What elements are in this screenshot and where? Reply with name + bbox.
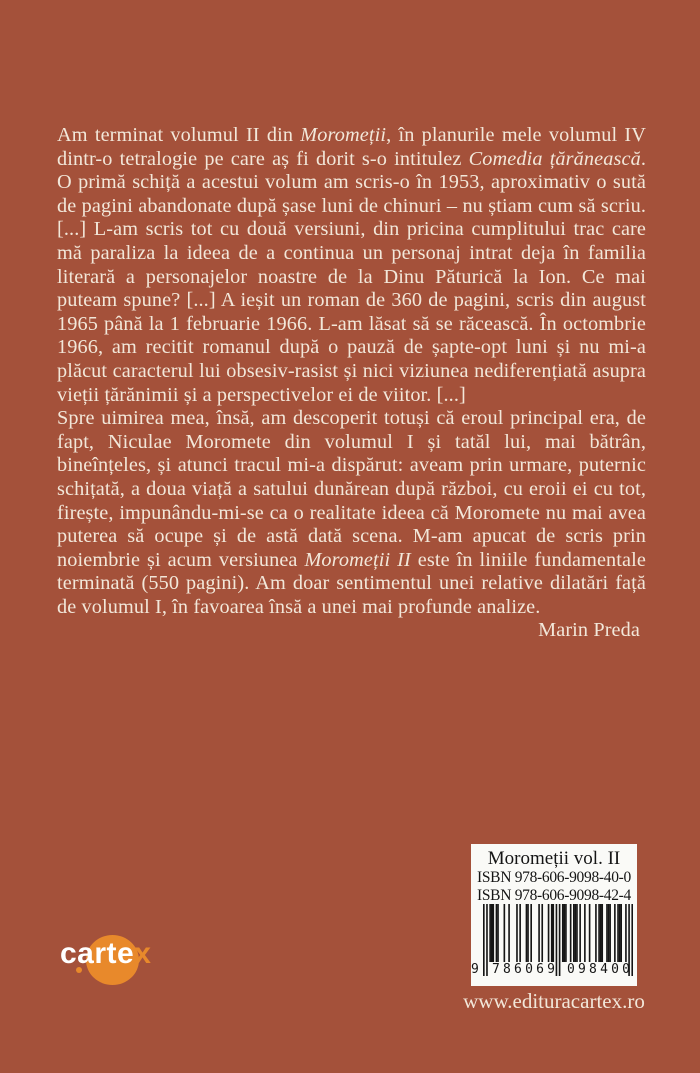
author-blurb — [57, 124, 646, 643]
blurb-paragraph-2: Spre uimirea mea, însă, am descoperit totuși că eroul principal era, de fapt, Niculae Moromete din volumul I și tatăl lui, mai bătrân, bineînțeles, și atunci tracul mi-a dispărut: aveam prin urmare, puternic schițată, a doua viață a satului dunărean după război, cu eroii ei cu tot, firește, impunându-mi-se ca o realitate ideea că Moromete nu mai avea puterea să ocupe și de astă dată scena. M-am apucat de scris prin noiembrie și acum versiunea Moromeții II este în liniile fundamentale terminată (550 pagini). Am doar sentimentul unei relative dilatări față de volumul I, în favoarea însă a unei mai profunde analize. — [57, 407, 646, 618]
blurb-paragraph-1: Am terminat volumul II din Moromeții, în planurile mele volumul IV dintr-o tetralogie pe care aș fi dorit s-o intitulez Comedia țărănească. O primă schiță a acestui volum am scris-o în 1953, aproximativ o sută de pagini abandonate după șase luni de chinuri – nu știam cum să scriu. [...] L-am scris tot cu două versiuni, din pricina cumplitului trac care mă paraliza la ideea de a continua un personaj intrat deja în familia literară a personajelor noastre de la Dinu Păturică la Ion. Ce mai puteam spune? [...] A ieșit un roman de 360 de pagini, scris din august 1965 până la 1 februarie 1966. L-am lăsat să se răcească. În octombrie 1966, am recitit romanul după o pauză de șapte-opt luni și nu mi-a plăcut caracterul lui obsesiv-rasist și nici viziunea nediferențiată asupra vieții țărănimii și a perspectivelor ei de viitor. [...] — [57, 124, 646, 406]
barcode-panel — [471, 844, 637, 986]
publisher-website-url: www.edituracartex.ro — [463, 989, 645, 1013]
isbn-line-1: ISBN 978-606-9098-40-0 — [477, 869, 631, 886]
logo-wordmark — [60, 939, 151, 969]
ean-barcode — [471, 904, 634, 979]
logo-wordmark-x: x — [134, 937, 152, 970]
author-signature: Marin Preda — [538, 619, 640, 642]
logo-wordmark-white: carte — [60, 937, 135, 970]
cartex-publisher-logo — [45, 930, 185, 996]
ean-first-digit: 9 — [471, 962, 479, 977]
isbn-line-2: ISBN 978-606-9098-42-4 — [477, 886, 631, 904]
barcode-book-title: Moromeții vol. II — [487, 848, 621, 869]
ean-left-digits: 786069 — [492, 962, 559, 977]
ean-right-digits: 098400 — [567, 962, 634, 977]
